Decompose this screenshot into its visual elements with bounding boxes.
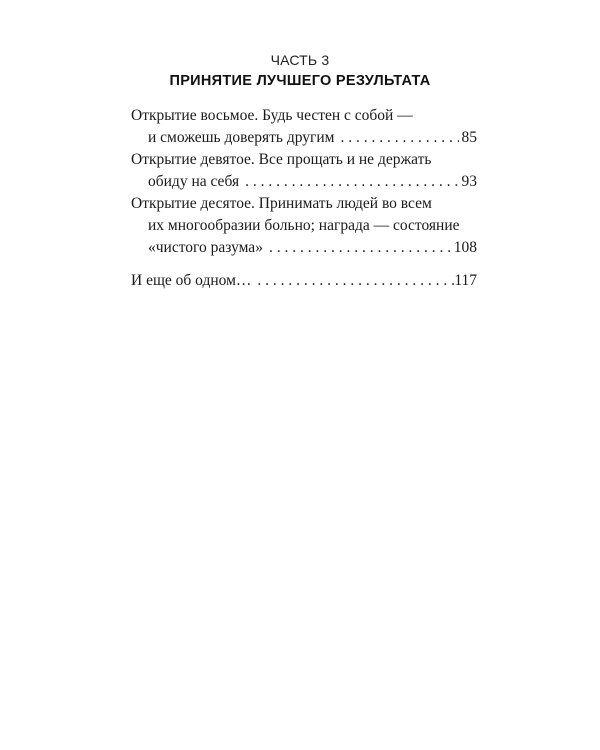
- toc-entry-text: обиду на себя: [148, 173, 240, 190]
- toc-entry-text: и сможешь доверять другим: [148, 129, 335, 146]
- toc-entry-text: их многообразии больно; награда — состояние: [148, 217, 460, 234]
- toc-entry-afterword: [131, 270, 477, 292]
- toc-page-number: 108: [453, 239, 477, 256]
- toc-page-number: 93: [461, 173, 477, 190]
- part-title: ПРИНЯТИЕ ЛУЧШЕГО РЕЗУЛЬТАТА: [169, 73, 431, 89]
- dot-leader: [239, 171, 459, 193]
- dot-leader: [251, 270, 454, 292]
- toc-entry-text: «чистого разума»: [148, 239, 263, 256]
- dot-leader: [334, 127, 459, 149]
- toc-entry-9: [131, 149, 477, 193]
- dot-leader: [263, 237, 454, 259]
- table-of-contents: [131, 105, 477, 292]
- toc-entry-8: [131, 105, 477, 149]
- toc-entry-text: Открытие десятое. Принимать людей во всем: [131, 195, 432, 212]
- toc-entry-text: Открытие девятое. Все прощать и не держать: [131, 151, 432, 168]
- toc-page-number: 85: [461, 129, 477, 146]
- toc-entry-10: [131, 193, 477, 259]
- toc-page-number: 117: [454, 272, 477, 289]
- part-label: ЧАСТЬ 3: [270, 52, 330, 68]
- toc-entry-text: И еще об одном…: [131, 272, 252, 289]
- toc-entry-text: Открытие восьмое. Будь честен с собой —: [131, 107, 413, 124]
